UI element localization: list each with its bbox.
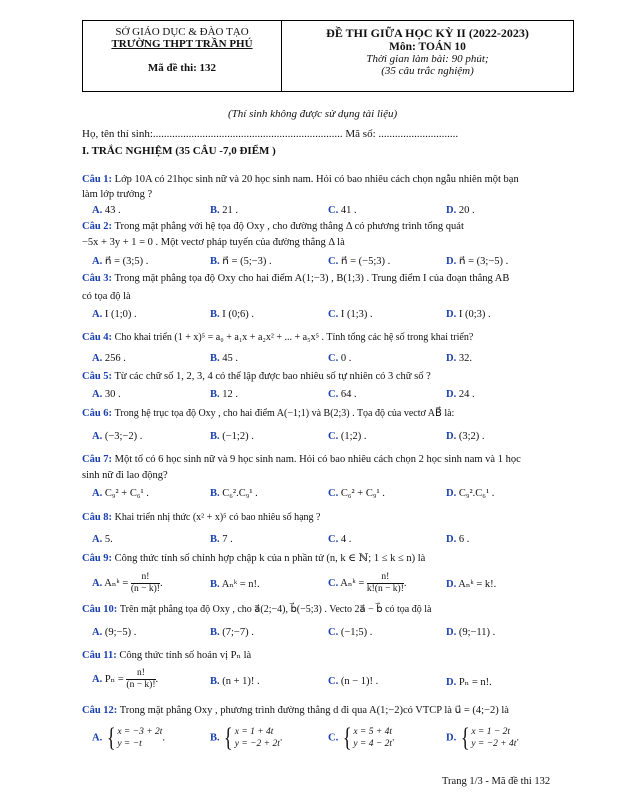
equation-system: x = 5 + 4t y = 4 − 2t [353,727,393,749]
option-a: A. Pₙ = $\frac{n!}{(n - k)!}$ . [92,668,159,690]
question-label: Câu 3: [82,273,113,284]
option-b: B. (n + 1)! . [210,676,260,687]
option-b: B. Aₙᵏ = n!. [210,579,260,590]
header-right [282,21,573,91]
question-label: Câu 11: [82,650,117,661]
option-d: D. I (0;3) . [446,309,491,320]
option-c: C. 0 . [328,353,352,364]
question-text: Lớp 10A có 21học sinh nữ và 20 học sinh nam. Hỏi có bao nhiêu cách chọn ngẫu nhiên một bạn [114,174,519,185]
fraction: $\frac{n!}{(n - k)!}$ [126,668,156,690]
question-label: Câu 7: [82,454,113,465]
option-c: C. 41 . [328,205,357,216]
option-b: B. (−1;2) . [210,431,254,442]
question-3 [82,273,509,284]
option-d: D. 32. [446,353,472,364]
option-b: B. C₆².C₉¹ . [210,488,258,499]
question-text-cont: làm lớp trưởng ? [82,189,153,200]
option-c: C. 4 . [328,534,352,545]
option-c: C. I (1;3) . [328,309,373,320]
question-text: Từ các chữ số 1, 2, 3, 4 có thể lập được bao nhiêu số tự nhiên có 3 chữ số ? [114,371,431,382]
option-c: C. (n − 1)! . [328,676,379,687]
fraction: $\frac{n!}{(n - k)!}$ [130,572,160,594]
question-text-cont: sinh nữ đi lao động? [82,470,168,481]
question-label: Câu 4: [82,332,113,343]
question-text: Trong mặt phẳng Oxy , phương trình đường thẳng d đi qua A(1;−2)có VTCP là u⃗ = (4;−2) là [119,705,509,716]
option-c: C. C₆² + C₉¹ . [328,488,385,499]
option-a: A. I (1;0) . [92,309,137,320]
option-a: A. 43 . [92,205,121,216]
option-b: B. 21 . [210,205,239,216]
option-d: D. (3;2) . [446,431,485,442]
question-label: Câu 5: [82,371,113,382]
exam-subject: Môn: TOÁN 10 [389,41,466,53]
option-a: A. (9;−5) . [92,627,137,638]
school-name: TRƯỜNG THPT TRẦN PHÚ [111,38,253,50]
fraction: $\frac{n!}{k!(n - k)!}$ [366,572,404,594]
option-a: A. 5. [92,534,113,545]
question-11 [82,649,251,661]
question-text: Công thức tính số chỉnh hợp chập k của n phần tử (n, k ∈ ℕ; 1 ≤ k ≤ n) là [114,553,426,564]
option-c: C. (−1;5) . [328,627,373,638]
option-b: B. 7 . [210,534,233,545]
equation-system: x = 1 − 2t y = −2 + 4t [471,727,517,749]
option-d: D. 24 . [446,389,475,400]
question-label: Câu 8: [82,512,113,523]
option-a: A. C₉² + C₆¹ . [92,488,149,499]
question-10 [82,604,431,615]
option-c: C. 64 . [328,389,357,400]
option-d: D. 20 . [446,205,475,216]
option-a: A. n⃗ = (3;5) . [92,256,149,267]
question-label: Câu 9: [82,553,113,564]
question-9 [82,552,425,564]
question-label: Câu 10: [82,604,118,615]
option-c: C. (1;2) . [328,431,367,442]
question-text-cont: có tọa độ là [82,291,131,302]
question-text: Công thức tính số hoán vị Pₙ là [119,650,252,661]
question-4 [82,332,473,343]
question-1 [82,174,519,185]
question-text: Trong mặt phẳng với hệ tọa độ Oxy , cho đường thẳng Δ có phương trình tổng quát [114,221,464,232]
question-text-cont: −5x + 3y + 1 = 0 . Một vectơ pháp tuyến của đường thẳng Δ là [82,237,345,248]
option-c: C. n⃗ = (−5;3) . [328,256,391,267]
option-b: B. I (0;6) . [210,309,255,320]
option-c: C. Aₙᵏ = $\frac{n!}{k!(n - k)!}$ . [328,572,407,594]
candidate-info-line: Họ, tên thí sinh:..................................................................... Mã số: ............................. [82,128,459,140]
section-title: I. TRẮC NGHIỆM (35 CÂU -7,0 ĐIỂM ) [82,145,276,157]
option-b: B. (7;−7) . [210,627,254,638]
question-count: (35 câu trắc nghiệm) [381,65,474,77]
question-text: Trong mặt phẳng tọa độ Oxy cho hai điểm A(1;−3) , B(1;3) . Trung điểm I của đoạn thẳng AB [114,273,510,284]
option-a: A. Aₙᵏ = $\frac{n!}{(n - k)!}$ . [92,572,163,594]
exam-time: Thời gian làm bài: 90 phút; [366,53,489,65]
question-12 [82,704,509,716]
question-label: Câu 6: [82,408,113,419]
option-b: B. n⃗ = (5;−3) . [210,256,272,267]
question-8 [82,512,321,523]
question-7 [82,454,521,465]
question-text: Trong hệ trục tọa độ Oxy , cho hai điểm A(−1;1) và B(2;3) . Tọa độ của vectơ AB⃗ là: [114,408,455,419]
equation-system: x = 1 + 4t y = −2 + 2t [234,727,280,749]
option-a: A. 30 . [92,389,121,400]
option-a: A. 256 . [92,353,126,364]
exam-code: Mã đề thi: 132 [147,62,217,74]
option-d: D. Aₙᵏ = k!. [446,579,497,590]
question-text: Cho khai triển (1 + x)⁵ = a₀ + a₁x + a₂x² + ... + a₅x⁵ . Tính tổng các hệ số trong khai triển? [114,332,474,343]
question-label: Câu 2: [82,221,113,232]
option-d: D. C₉².C₆¹ . [446,488,495,499]
question-text: Khai triển nhị thức (x² + x)⁵ có bao nhiêu số hạng ? [114,512,321,523]
question-text: Một tổ có 6 học sinh nữ và 9 học sinh nam. Hỏi có bao nhiêu cách chọn 2 học sinh nam và 1 học [114,454,521,465]
option-d: D. { x = 1 − 2t y = −2 + 4t . [446,723,520,752]
option-a: A. { x = −3 + 2t y = −t . [92,723,166,752]
option-b: B. 12 . [210,389,239,400]
option-d: D. (9;−11) . [446,627,496,638]
option-a: A. (−3;−2) . [92,431,143,442]
question-2 [82,221,464,232]
option-d: D. n⃗ = (3;−5) . [446,256,509,267]
exam-title: ĐỀ THI GIỮA HỌC KỲ II (2022-2023) [326,26,529,40]
page-footer: Trang 1/3 - Mã đề thi 132 [442,776,551,787]
equation-system: x = −3 + 2t y = −t [117,727,163,749]
header-box [82,20,574,92]
header-left [83,21,282,91]
option-d: D. Pₙ = n!. [446,677,492,688]
question-5 [82,371,431,382]
question-label: Câu 1: [82,174,113,185]
exam-note: (Thí sinh không được sử dụng tài liệu) [228,108,398,120]
dept-name: SỞ GIÁO DỤC & ĐÀO TẠO [115,26,249,38]
question-6 [82,408,454,419]
question-label: Câu 12: [82,705,118,716]
option-b: B. { x = 1 + 4t y = −2 + 2t . [210,723,283,752]
option-c: C. { x = 5 + 4t y = 4 − 2t . [328,723,395,752]
question-text: Trên mặt phẳng tọa độ Oxy , cho a⃗(2;−4), b⃗(−5;3) . Vecto 2a⃗ − b⃗ có tọa độ là [119,604,432,615]
option-d: D. 6 . [446,534,470,545]
option-b: B. 45 . [210,353,239,364]
